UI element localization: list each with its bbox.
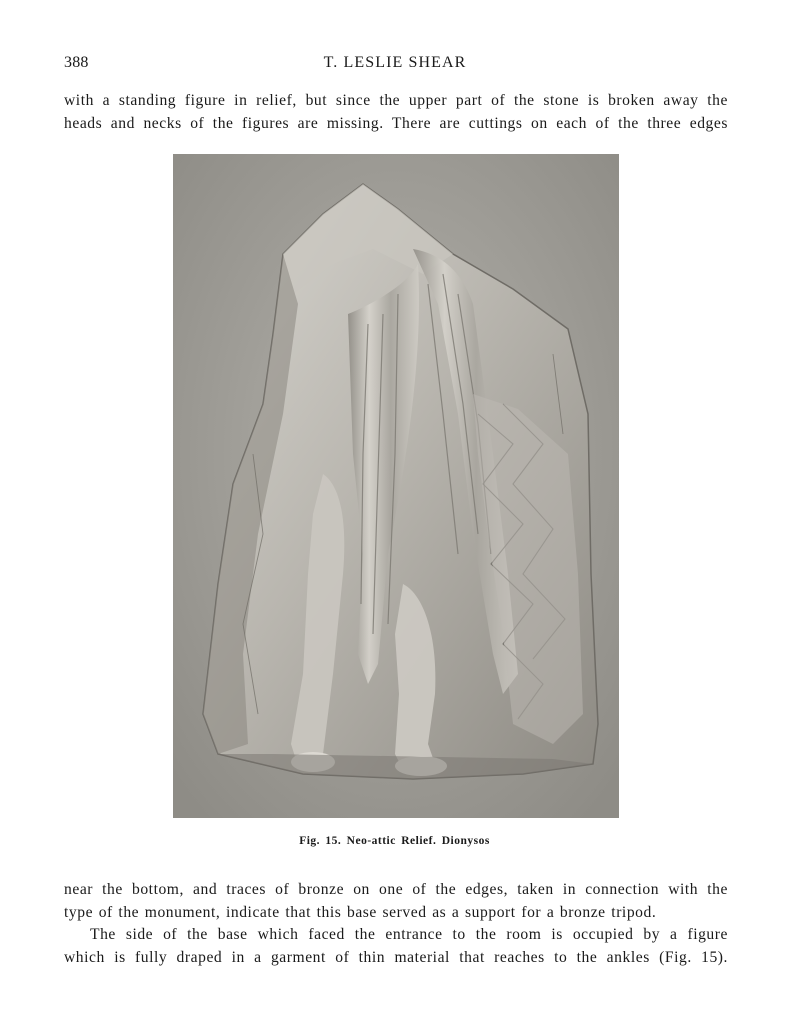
relief-photo-icon (173, 154, 619, 818)
text-line: near the bottom, and traces of bronze on one of the edges, taken in connection with the (64, 881, 728, 898)
text-line: heads and necks of the figures are missing. There are cuttings on each of the three edges (64, 114, 728, 132)
paragraph-top (64, 90, 728, 135)
text-line: type of the monument, indicate that this base served as a support for a bronze tripod. (64, 903, 657, 921)
text-line: with a standing figure in relief, but since the upper part of the stone is broken away the (64, 92, 728, 109)
running-head (64, 54, 726, 76)
text-line: which is fully draped in a garment of thin material that reaches to the ankles (Fig. 15). (64, 948, 728, 966)
paragraph-bottom (64, 879, 728, 969)
figure-photograph (173, 154, 619, 818)
text-line: The side of the base which faced the entrance to the room is occupied by a figure (90, 926, 728, 943)
running-title: T. LESLIE SHEAR (323, 54, 467, 71)
page-number: 388 (64, 54, 89, 71)
figure-caption: Fig. 15. Neo-attic Relief. Dionysos (299, 835, 490, 847)
